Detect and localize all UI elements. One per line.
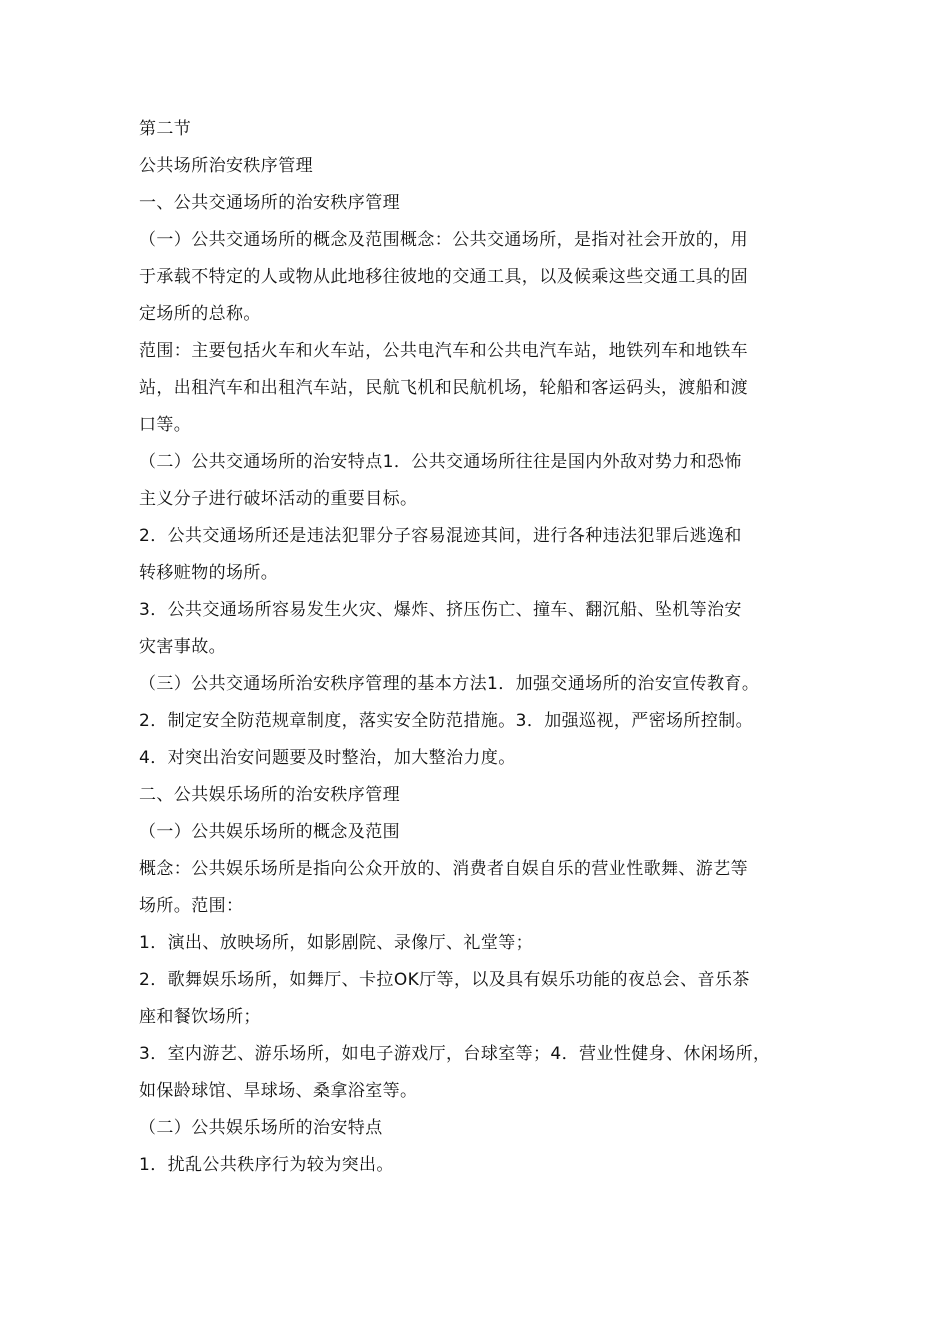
paragraph-line: 4．对突出治安问题要及时整治，加大整治力度。 <box>139 748 516 768</box>
paragraph-line: （二）公共娱乐场所的治安特点 <box>139 1118 383 1138</box>
paragraph-line: 1．演出、放映场所，如影剧院、录像厅、礼堂等； <box>139 933 534 953</box>
paragraph-line: 3．室内游艺、游乐场所，如电子游戏厅，台球室等；4．营业性健身、休闲场所， <box>139 1044 771 1064</box>
paragraph-line: 场所。范围： <box>139 896 244 916</box>
paragraph-line: （一）公共娱乐场所的概念及范围 <box>139 822 400 842</box>
paragraph-line: 范围：主要包括火车和火车站，公共电汽车和公共电汽车站，地铁列车和地铁车 <box>139 341 748 361</box>
paragraph-line: 概念：公共娱乐场所是指向公众开放的、消费者自娱自乐的营业性歌舞、游艺等 <box>139 859 748 879</box>
paragraph-line: 口等。 <box>139 415 192 435</box>
paragraph-line: 定场所的总称。 <box>139 304 261 324</box>
paragraph-line: 转移赃物的场所。 <box>139 563 279 583</box>
paragraph-line: 2．制定安全防范规章制度，落实安全防范措施。3．加强巡视，严密场所控制。 <box>139 711 754 731</box>
paragraph-line: 于承载不特定的人或物从此地移往彼地的交通工具，以及候乘这些交通工具的固 <box>139 267 748 287</box>
paragraph-line: 1．扰乱公共秩序行为较为突出。 <box>139 1155 394 1175</box>
heading-2: 二、公共娱乐场所的治安秩序管理 <box>139 785 400 805</box>
heading-1: 一、公共交通场所的治安秩序管理 <box>139 193 400 213</box>
paragraph-line: （三）公共交通场所治安秩序管理的基本方法1．加强交通场所的治安宣传教育。 <box>139 674 760 694</box>
paragraph-line: 如保龄球馆、旱球场、桑拿浴室等。 <box>139 1081 418 1101</box>
section-number: 第二节 <box>139 119 192 139</box>
paragraph-line: 2．公共交通场所还是违法犯罪分子容易混迹其间，进行各种违法犯罪后逃逸和 <box>139 526 742 546</box>
paragraph-line: 3．公共交通场所容易发生火灾、爆炸、挤压伤亡、撞车、翻沉船、坠机等治安 <box>139 600 742 620</box>
section-title: 公共场所治安秩序管理 <box>139 156 313 176</box>
paragraph-line: 2．歌舞娱乐场所，如舞厅、卡拉OK厅等，以及具有娱乐功能的夜总会、音乐茶 <box>139 970 750 990</box>
paragraph-line: 主义分子进行破坏活动的重要目标。 <box>139 489 418 509</box>
paragraph-line: 站，出租汽车和出租汽车站，民航飞机和民航机场，轮船和客运码头，渡船和渡 <box>139 378 748 398</box>
paragraph-line: （一）公共交通场所的概念及范围概念：公共交通场所，是指对社会开放的，用 <box>139 230 748 250</box>
paragraph-line: 座和餐饮场所； <box>139 1007 261 1027</box>
paragraph-line: （二）公共交通场所的治安特点1．公共交通场所往往是国内外敌对势力和恐怖 <box>139 452 742 472</box>
paragraph-line: 灾害事故。 <box>139 637 226 657</box>
